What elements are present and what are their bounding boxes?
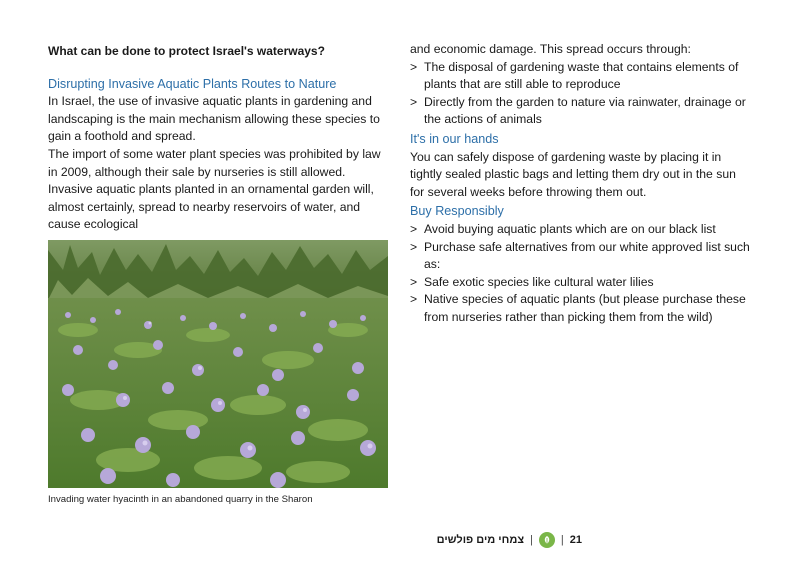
list-item: > Directly from the garden to nature via rainwater, drainage or the actions of animals: [410, 94, 746, 127]
right-column: [410, 41, 750, 327]
bullet-marker: >: [410, 239, 418, 254]
bullet-marker: >: [410, 94, 418, 109]
photo-caption: Invading water hyacinth in an abandoned quarry in the Sharon: [48, 494, 313, 505]
paragraph-3: Invasive aquatic plants planted in an ornamental garden will, almost certainly, spread to nearby reservoirs of water, and cause ecological: [48, 182, 374, 232]
list-item: > Safe exotic species like cultural water lilies: [410, 274, 750, 292]
footer-title: צמחי מים פולשים: [436, 534, 525, 546]
left-column: [48, 43, 383, 234]
bullet-marker: >: [410, 274, 418, 289]
page-footer: [437, 532, 582, 548]
bullet-marker: >: [410, 292, 418, 307]
footer-separator: |: [560, 534, 564, 546]
bullet-marker: >: [410, 59, 418, 74]
section-heading-disrupting: Disrupting Invasive Aquatic Plants Routes to Nature: [48, 76, 337, 91]
page-number: 21: [569, 534, 582, 546]
list-item: > Native species of aquatic plants (but please purchase these from nurseries rather than picking them from the wild): [410, 292, 746, 324]
water-hyacinth-photo: [48, 240, 388, 488]
footer-separator: |: [530, 534, 533, 546]
section-heading-in-our-hands: It's in our hands: [410, 131, 499, 146]
intro-text: and economic damage. This spread occurs through:: [410, 42, 691, 56]
paragraph-2: The import of some water plant species was prohibited by law in 2009, although their sale by nurseries is still allowed.: [48, 146, 381, 179]
leaf-icon: [539, 532, 555, 548]
paragraph-disposal: You can safely dispose of gardening waste by placing it in tightly sealed plastic bags and letting them dry out in the sun for several weeks before throwing them out.: [410, 149, 736, 199]
bullet-marker: >: [410, 221, 418, 236]
paragraph-1: In Israel, the use of invasive aquatic plants in gardening and landscaping is the main mechanism allowing these species to gain a foothold and spread.: [48, 94, 380, 144]
page-heading: What can be done to protect Israel's waterways?: [48, 44, 325, 58]
list-item: > The disposal of gardening waste that contains elements of plants that are still able to reproduce: [410, 59, 739, 92]
list-item: > Purchase safe alternatives from our white approved list such as:: [410, 239, 750, 272]
list-item: > Avoid buying aquatic plants which are on our black list: [410, 221, 750, 239]
section-heading-buy-responsibly: Buy Responsibly: [410, 204, 504, 219]
